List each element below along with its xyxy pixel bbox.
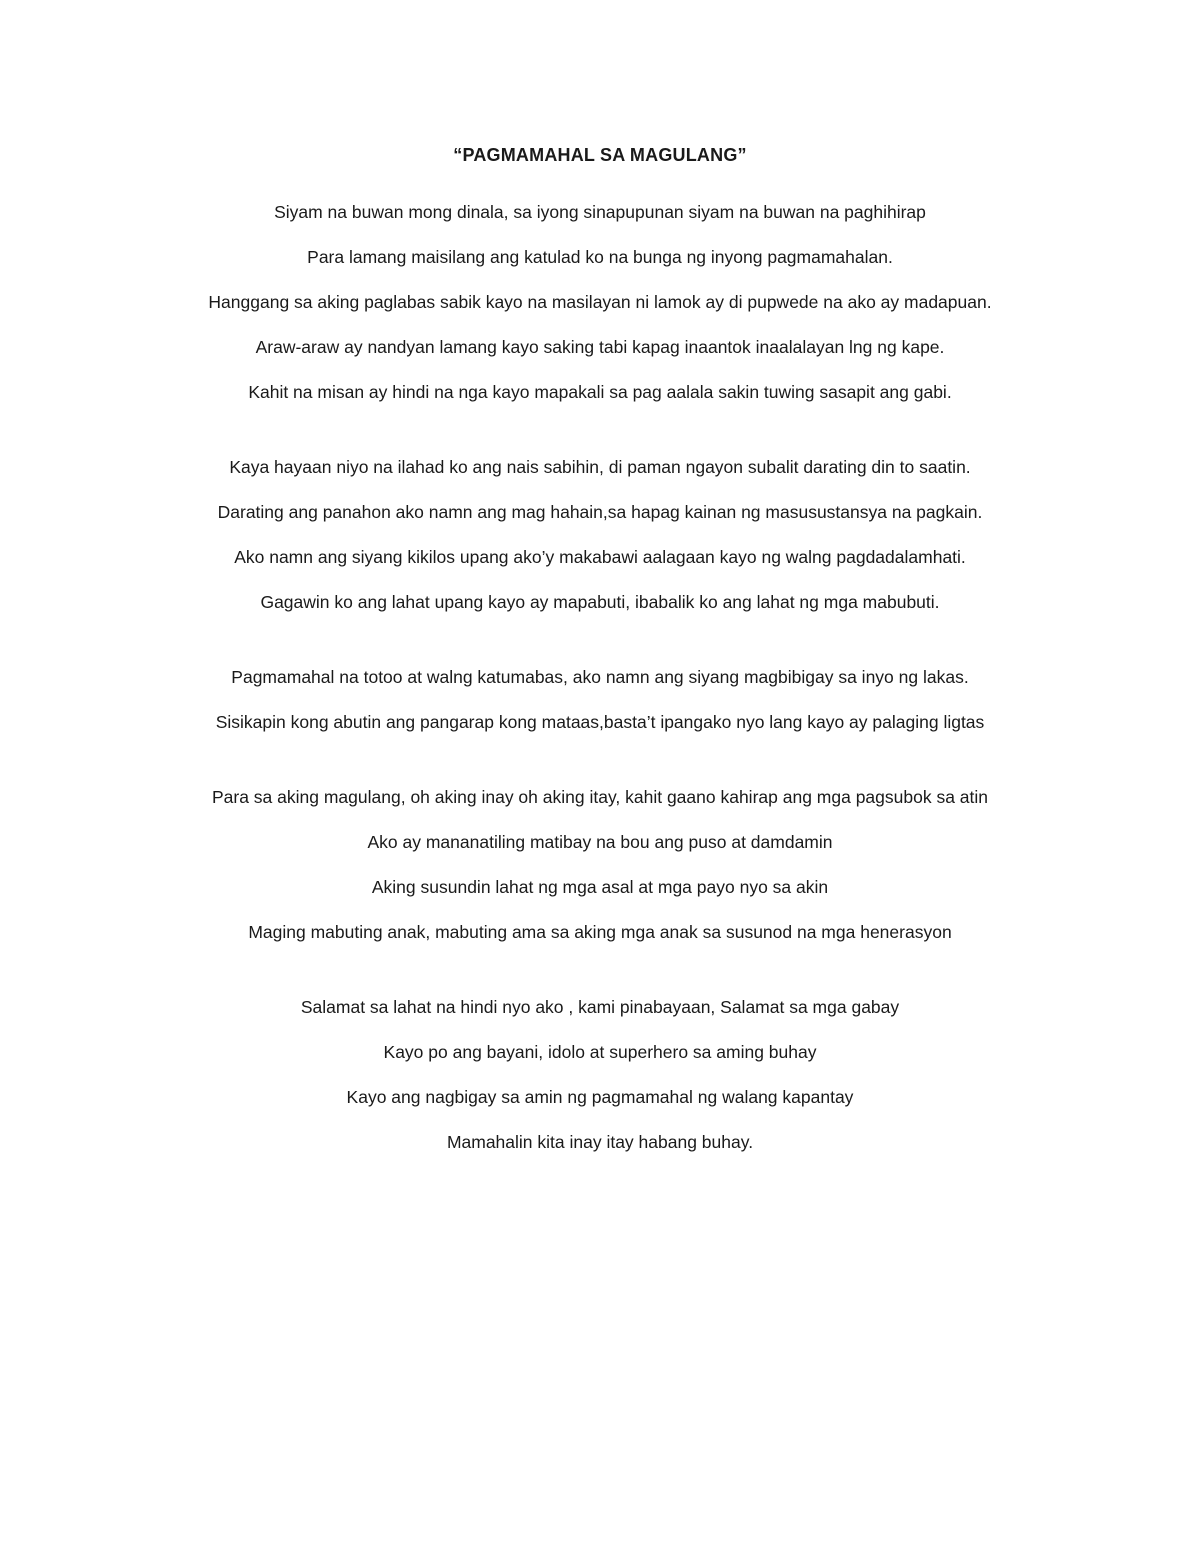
poem-body [0,198,1200,1203]
poem-line: Para sa aking magulang, oh aking inay oh aking itay, kahit gaano kahirap ang mga pagsubok sa atin [211,787,989,807]
poem-line: Gagawin ko ang lahat upang kayo ay mapabuti, ibabalik ko ang lahat ng mga mabubuti. [260,592,940,612]
poem-line: Kaya hayaan niyo na ilahad ko ang nais sabihin, di paman ngayon subalit darating din to saatin. [229,457,971,477]
poem-line: Kahit na misan ay hindi na nga kayo mapakali sa pag aalala sakin tuwing sasapit ang gabi. [248,382,952,402]
stanza-2 [0,453,1200,617]
poem-line: Darating ang panahon ako namn ang mag hahain,sa hapag kainan ng masusustansya na pagkain. [217,502,983,522]
poem-line: Maging mabuting anak, mabuting ama sa aking mga anak sa susunod na mga henerasyon [248,922,952,942]
poem-line: Ako ay mananatiling matibay na bou ang puso at damdamin [367,832,833,852]
stanza-4 [0,783,1200,947]
stanza-3 [0,663,1200,737]
poem-line: Sisikapin kong abutin ang pangarap kong mataas,basta’t ipangako nyo lang kayo ay palaging ligtas [215,712,985,732]
poem-line: Siyam na buwan mong dinala, sa iyong sinapupunan siyam na buwan na paghihirap [274,202,926,222]
stanza-5 [0,993,1200,1157]
poem-line: Pagmamahal na totoo at walng katumabas, ako namn ang siyang magbibigay sa inyo ng lakas. [231,667,969,687]
poem-line: Kayo ang nagbigay sa amin ng pagmamahal ng walang kapantay [346,1087,854,1107]
poem-line: Araw-araw ay nandyan lamang kayo saking tabi kapag inaantok inaalalayan lng ng kape. [255,337,945,357]
poem-line: Para lamang maisilang ang katulad ko na bunga ng inyong pagmamahalan. [307,247,893,267]
poem-line: Kayo po ang bayani, idolo at superhero sa aming buhay [383,1042,817,1062]
poem-line: Salamat sa lahat na hindi nyo ako , kami pinabayaan, Salamat sa mga gabay [300,997,900,1017]
poem-title: “PAGMAMAHAL SA MAGULANG” [453,145,747,165]
poem-line: Mamahalin kita inay itay habang buhay. [446,1132,754,1152]
poem-line: Aking susundin lahat ng mga asal at mga payo nyo sa akin [371,877,829,897]
stanza-1 [0,198,1200,407]
poem-line: Ako namn ang siyang kikilos upang ako’y makabawi aalagaan kayo ng walng pagdadalamhati. [234,547,966,567]
poem-line: Hanggang sa aking paglabas sabik kayo na masilayan ni lamok ay di pupwede na ako ay madapuan. [208,292,992,312]
